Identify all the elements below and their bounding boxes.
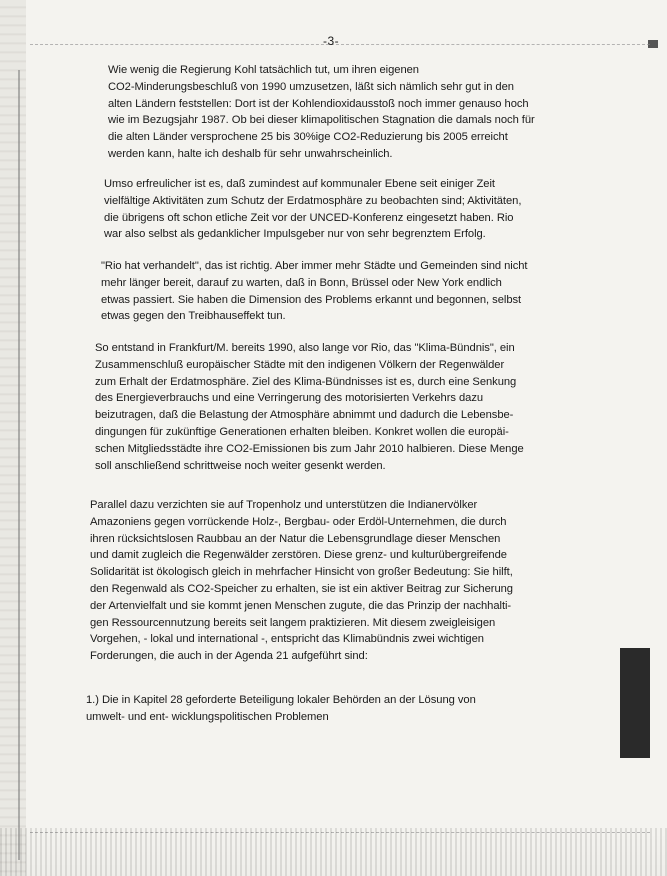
text-line: werden kann, halte ich deshalb für sehr unwahrscheinlich. <box>108 147 393 160</box>
text-line: umwelt- und ent- wicklungspolitischen Problemen <box>86 710 329 723</box>
page-number: -3- <box>323 34 340 48</box>
text-line: CO2-Minderungsbeschluß von 1990 umzusetzen, läßt sich nämlich sehr gut in den <box>108 80 514 93</box>
scan-binding-line <box>18 70 20 860</box>
text-line: Vorgehen, - lokal und international -, entspricht das Klimabündnis zwei wichtigen <box>90 633 484 646</box>
text-line: gen Ressourcennutzung bereits seit langem praktizieren. Mit diesem zweigleisigen <box>90 616 496 629</box>
text-line: "Rio hat verhandelt", das ist richtig. Aber immer mehr Städte und Gemeinden sind nicht <box>101 260 528 272</box>
text-line: vielfältige Aktivitäten zum Schutz der Erdatmosphäre zu beobachten sind; Aktivitäten, <box>104 194 522 207</box>
text-line: dingungen für zukünftige Generationen erhalten bleiben. Konkret wollen die europäi- <box>95 425 509 438</box>
text-line: zum Erhalt der Erdatmosphäre. Ziel des Klima-Bündnisses ist es, durch eine Senkung <box>95 375 517 388</box>
text-line: den Regenwald als CO2-Speicher zu erhalten, sie ist ein aktiver Beitrag zur Sicherung <box>90 582 513 595</box>
text-line: Parallel dazu verzichten sie auf Tropenholz und unterstützen die Indianervölker <box>90 499 478 511</box>
text-line: Forderungen, die auch in der Agenda 21 aufgeführt sind: <box>90 650 368 663</box>
text-line: die alten Länder versprochene 25 bis 30%ige CO2-Reduzierung bis 2005 erreicht <box>108 131 508 144</box>
scan-left-edge <box>0 0 26 876</box>
text-line: war also selbst als gedanklicher Impulsgeber nur von sehr begrenztem Erfolg. <box>104 228 486 241</box>
text-line: etwas gegen den Treibhauseffekt tun. <box>101 310 286 323</box>
text-line: Solidarität ist ökologisch gleich in mehrfacher Hinsicht von großer Bedeutung: Sie hilft, <box>90 566 513 579</box>
text-line: ihren rücksichtslosen Raubbau an der Natur die Lebensgrundlage dieser Menschen <box>90 532 501 545</box>
scan-bottom-noise <box>0 828 667 876</box>
text-line: der Artenvielfalt und sie kommt jenen Menschen zugute, die das Prinzip der nachhalti- <box>90 599 512 612</box>
paragraph <box>104 176 521 243</box>
text-line: Zusammenschluß europäischer Städte mit den indigenen Völkern der Regenwälder <box>95 358 505 371</box>
text-line: wie im Bezugsjahr 1987. Ob bei dieser klimapolitischen Stagnation die damals noch für <box>108 114 535 127</box>
text-line: beizutragen, daß die Belastung der Atmosphäre abnimmt und dadurch die Lebensbe- <box>95 409 514 422</box>
paragraph <box>108 62 535 163</box>
scan-dotted-line <box>30 44 650 45</box>
text-line: und damit zugleich die Regenwälder zerstören. Diese grenz- und kulturübergreifende <box>90 549 507 562</box>
text-line: 1.) Die in Kapitel 28 geforderte Beteiligung lokaler Behörden an der Lösung von <box>86 694 476 706</box>
scan-artifact-mark <box>620 648 650 758</box>
text-line: die übrigens oft schon etliche Zeit vor der UNCED-Konferenz eingesetzt haben. Rio <box>104 211 514 224</box>
text-line: Umso erfreulicher ist es, daß zumindest auf kommunaler Ebene seit einiger Zeit <box>104 178 495 190</box>
text-line: alten Ländern feststellen: Dort ist der Kohlendioxidausstoß noch immer genauso hoch <box>108 97 529 110</box>
text-line: des Energieverbrauchs und eine Verringerung des motorisierten Verkehrs dazu <box>95 392 484 405</box>
text-line: Amazoniens gegen vorrückende Holz-, Bergbau- oder Erdöl-Unternehmen, die durch <box>90 515 507 528</box>
paragraph <box>95 340 524 474</box>
text-line: etwas passiert. Sie haben die Dimension des Problems erkannt und begonnen, selbst <box>101 293 522 306</box>
text-line: Wie wenig die Regierung Kohl tatsächlich tut, um ihren eigenen <box>108 64 419 76</box>
text-line: schen Mitgliedsstädte ihre CO2-Emissionen bis zum Jahr 2010 halbieren. Diese Menge <box>95 442 524 455</box>
paragraph <box>101 258 528 325</box>
numbered-list-item <box>86 692 476 726</box>
text-line: soll anschließend schrittweise noch weiter gesenkt werden. <box>95 459 386 472</box>
paragraph <box>90 497 513 665</box>
text-line: So entstand in Frankfurt/M. bereits 1990, also lange vor Rio, das "Klima-Bündnis", ein <box>95 342 515 354</box>
text-line: mehr länger bereit, darauf zu warten, daß in Bonn, Brüssel oder New York endlich <box>101 276 502 289</box>
